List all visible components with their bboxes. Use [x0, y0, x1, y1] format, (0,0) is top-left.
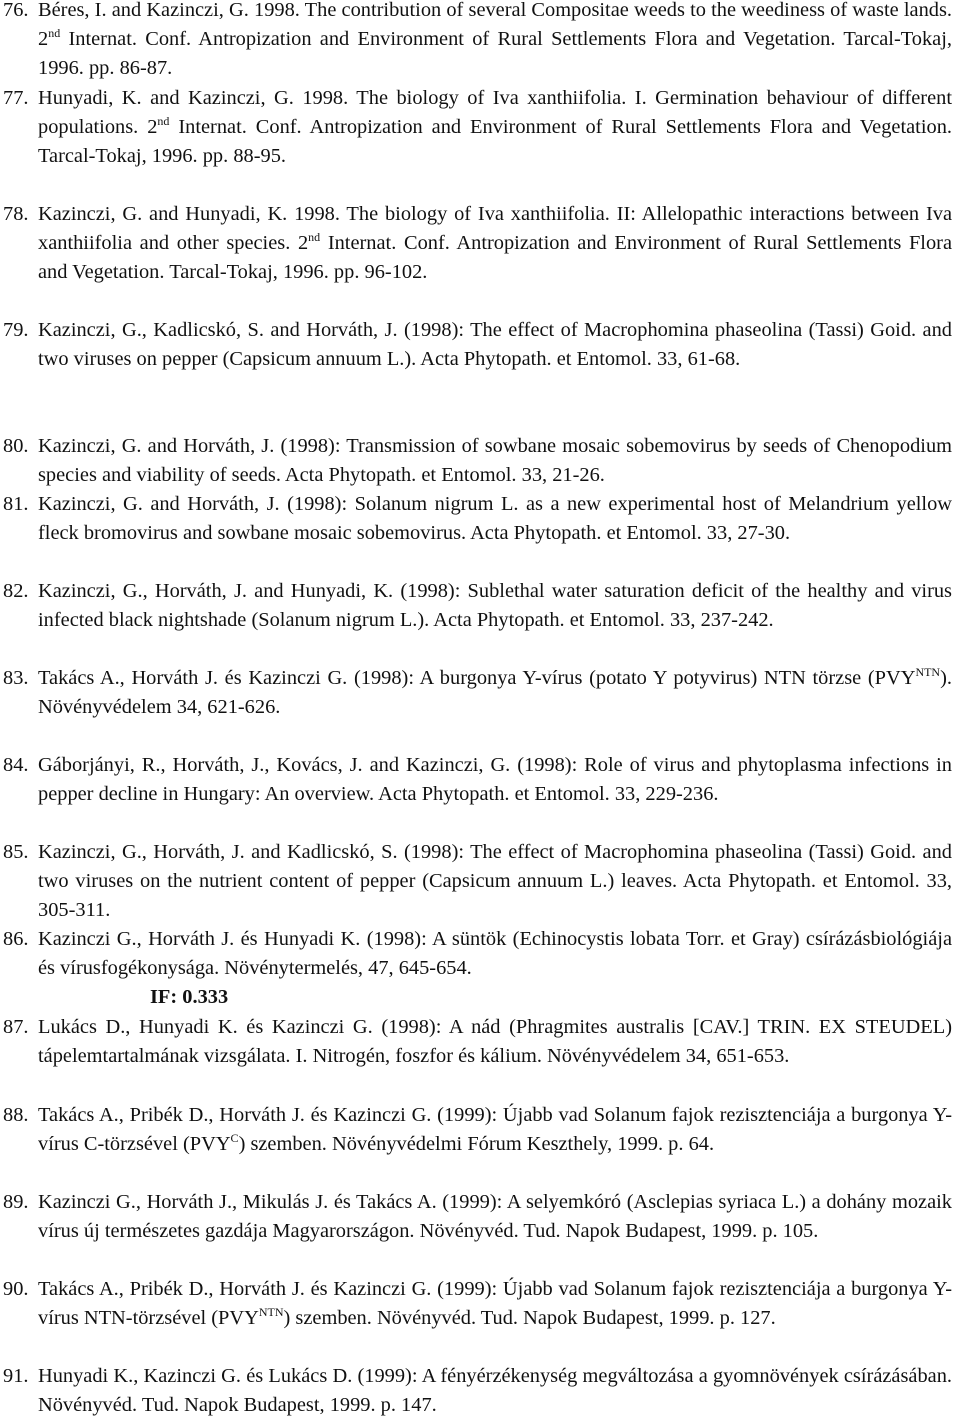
- reference-segment: Kazinczi, G., Horváth, J. and Hunyadi, K. (1998): Sublethal water saturation deficit of the healthy and virus infected black nightshade (Solanum nigrum L.). Acta Phytopath. et Entomol. 33, 237-242.: [38, 580, 952, 631]
- reference-text: [38, 316, 952, 374]
- reference-segment: Kazinczi, G. and Horváth, J. (1998): Transmission of sowbane mosaic sobemovirus by seeds of Chenopodium species and viability of seeds. Acta Phytopath. et Entomol. 33, 21-26.: [38, 435, 952, 486]
- reference-item: [0, 84, 952, 171]
- reference-segment: Hunyadi K., Kazinczi G. és Lukács D. (1999): A fényérzékenység megváltozása a gyomnövények csírázásában. Növényvéd. Tud. Napok Budapest, 1999. p. 147.: [38, 1365, 952, 1416]
- reference-text: [38, 200, 952, 287]
- reference-item: [0, 432, 952, 490]
- reference-text: [38, 432, 952, 490]
- reference-text: [38, 0, 952, 83]
- reference-item: [0, 925, 952, 1012]
- reference-segment: Internat. Conf. Antropization and Environment of Rural Settlements Flora and Vegetation. Tarcal-Tokaj, 1996. pp. 96-102.: [38, 232, 952, 283]
- reference-item: [0, 751, 952, 809]
- reference-superscript: NTN: [915, 665, 941, 679]
- reference-number: 82.: [3, 580, 29, 602]
- reference-number: 83.: [3, 667, 29, 689]
- reference-segment: ). Növényvédelem 34, 621-626.: [38, 667, 952, 718]
- reference-item: [0, 490, 952, 548]
- reference-segment: Gáborjányi, R., Horváth, J., Kovács, J. and Kazinczi, G. (1998): Role of virus and phytoplasma infections in pepper decline in Hungary: An overview. Acta Phytopath. et Entomol. 33, 229-236.: [38, 754, 952, 805]
- reference-segment: Takács A., Horváth J. és Kazinczi G. (1998): A burgonya Y-vírus (potato Y potyvirus) NTN törzse (PVY: [38, 667, 916, 689]
- reference-number: 77.: [3, 87, 29, 109]
- reference-segment: Internat. Conf. Antropization and Environment of Rural Settlements Flora and Vegetation. Tarcal-Tokaj, 1996. pp. 86-87.: [38, 28, 952, 79]
- reference-text: [38, 577, 952, 635]
- reference-number: 79.: [3, 319, 29, 341]
- reference-segment: Kazinczi G., Horváth J., Mikulás J. és Takács A. (1999): A selyemkóró (Asclepias syriaca L.) a dohány mozaik vírus új természetes gazdája Magyarországon. Növényvéd. Tud. Napok Budapest, 1999. p. 105.: [38, 1191, 952, 1242]
- reference-text: [38, 751, 952, 809]
- reference-item: [0, 200, 952, 287]
- reference-text: [38, 490, 952, 548]
- reference-segment: Kazinczi, G., Horváth, J. and Kadlicskó, S. (1998): The effect of Macrophomina phaseolina (Tassi) Goid. and two viruses on the nutrient content of pepper (Capsicum annuum L.) leaves. Acta Phytopath. et Entomol. 33, 305-311.: [38, 841, 952, 921]
- reference-segment: Lukács D., Hunyadi K. és Kazinczi G. (1998): A nád (Phragmites australis [CAV.] TRIN. EX STEUDEL) tápelemtartalmának vizsgálata. I. Nitrogén, foszfor és kálium. Növényvédelem 34, 651-653.: [38, 1016, 952, 1067]
- reference-segment: Kazinczi, G. and Horváth, J. (1998): Solanum nigrum L. as a new experimental host of Melandrium yellow fleck bromovirus and sowbane mosaic sobemovirus. Acta Phytopath. et Entomol. 33, 27-30.: [38, 493, 952, 544]
- reference-number: 81.: [3, 493, 29, 515]
- reference-text: [38, 1188, 952, 1246]
- reference-number: 90.: [3, 1278, 29, 1300]
- reference-superscript: NTN: [258, 1305, 284, 1319]
- reference-item: [0, 664, 952, 722]
- reference-number: 87.: [3, 1016, 29, 1038]
- reference-number: 85.: [3, 841, 29, 863]
- reference-segment: ) szemben. Növényvéd. Tud. Napok Budapest, 1999. p. 127.: [283, 1307, 776, 1329]
- impact-factor: IF: 0.333: [150, 986, 229, 1008]
- reference-segment: Kazinczi, G. and Hunyadi, K. 1998. The biology of Iva xanthiifolia. II: Allelopathic interactions between Iva xanthiifolia and other species. 2: [38, 203, 952, 254]
- reference-superscript: nd: [308, 230, 321, 244]
- reference-superscript: C: [230, 1131, 239, 1145]
- reference-text: [38, 925, 952, 1012]
- reference-number: 88.: [3, 1104, 29, 1126]
- reference-text: [38, 1362, 952, 1420]
- reference-item: [0, 1101, 952, 1159]
- reference-item: [0, 577, 952, 635]
- reference-item: [0, 838, 952, 925]
- reference-number: 76.: [3, 0, 29, 21]
- reference-number: 86.: [3, 928, 29, 950]
- reference-number: 80.: [3, 435, 29, 457]
- reference-text: [38, 1275, 952, 1333]
- reference-text: [38, 84, 952, 171]
- reference-text: [38, 664, 952, 722]
- reference-item: [0, 1013, 952, 1071]
- reference-segment: Takács A., Pribék D., Horváth J. és Kazinczi G. (1999): Újabb vad Solanum fajok rezisztenciája a burgonya Y-vírus C-törzsével (PVY: [38, 1104, 952, 1155]
- reference-item: [0, 316, 952, 374]
- reference-number: 91.: [3, 1365, 29, 1387]
- reference-segment: Kazinczi, G., Kadlicskó, S. and Horváth, J. (1998): The effect of Macrophomina phaseolina (Tassi) Goid. and two viruses on pepper (Capsicum annuum L.). Acta Phytopath. et Entomol. 33, 61-68.: [38, 319, 952, 370]
- reference-segment: Béres, I. and Kazinczi, G. 1998. The contribution of several Compositae weeds to the weediness of waste lands. 2: [38, 0, 952, 50]
- reference-item: [0, 1275, 952, 1333]
- reference-segment: Kazinczi G., Horváth J. és Hunyadi K. (1998): A süntök (Echinocystis lobata Torr. et Gray) csírázásbiológiája és vírusfogékonysága. Növénytermelés, 47, 645-654.: [38, 928, 952, 979]
- reference-text: [38, 1101, 952, 1159]
- reference-segment: Takács A., Pribék D., Horváth J. és Kazinczi G. (1999): Újabb vad Solanum fajok rezisztenciája a burgonya Y-vírus NTN-törzsével (PVY: [38, 1278, 952, 1329]
- reference-text: [38, 1013, 952, 1071]
- reference-number: 89.: [3, 1191, 29, 1213]
- reference-superscript: nd: [157, 114, 170, 128]
- reference-superscript: nd: [48, 26, 61, 40]
- reference-item: [0, 1188, 952, 1246]
- reference-number: 78.: [3, 203, 29, 225]
- reference-segment: Hunyadi, K. and Kazinczi, G. 1998. The biology of Iva xanthiifolia. I. Germination behaviour of different populations. 2: [38, 87, 952, 138]
- reference-segment: ) szemben. Növényvédelmi Fórum Keszthely, 1999. p. 64.: [238, 1133, 715, 1155]
- reference-item: [0, 0, 952, 83]
- reference-text: [38, 838, 952, 925]
- reference-number: 84.: [3, 754, 29, 776]
- reference-item: [0, 1362, 952, 1420]
- reference-segment: Internat. Conf. Antropization and Environment of Rural Settlements Flora and Vegetation. Tarcal-Tokaj, 1996. pp. 88-95.: [38, 116, 952, 167]
